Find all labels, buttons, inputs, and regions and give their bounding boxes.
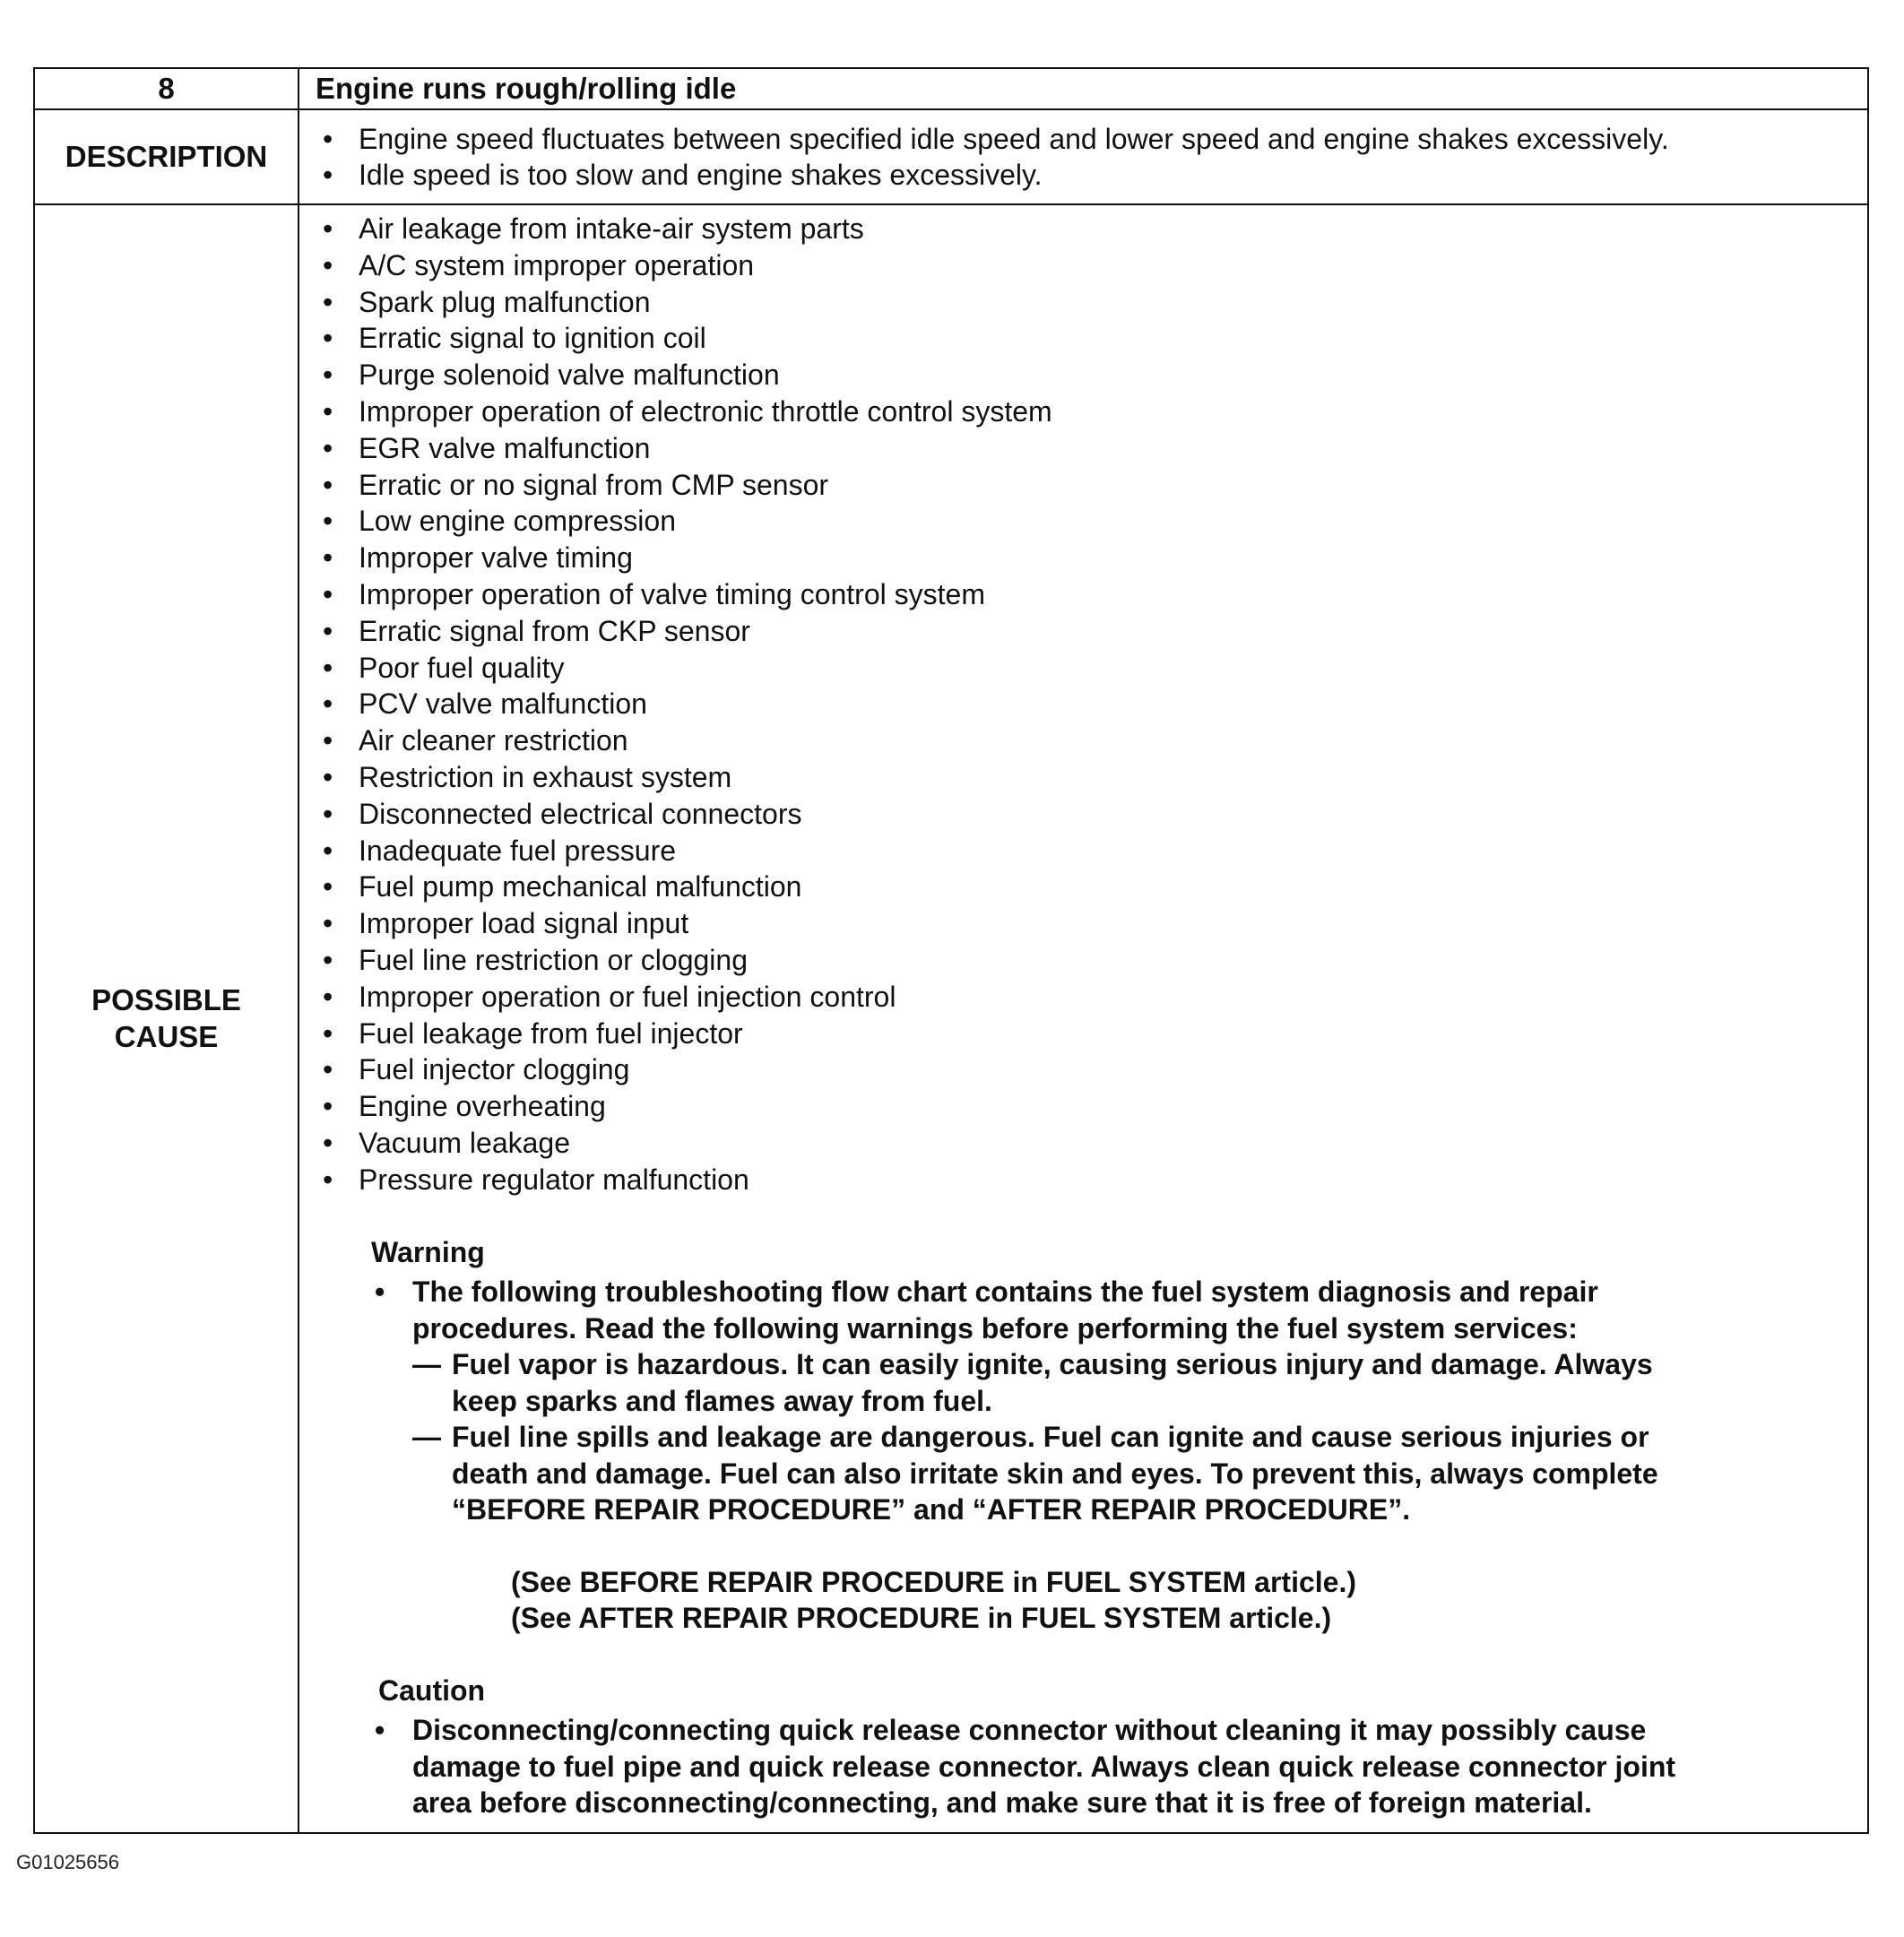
cause-item bbox=[316, 650, 1860, 687]
possible-cause-row bbox=[34, 204, 1868, 1833]
cause-item-text: Low engine compression bbox=[359, 505, 676, 538]
bullet-dot-icon: • bbox=[323, 651, 333, 684]
warning-bullet bbox=[371, 1274, 1860, 1637]
description-item bbox=[316, 157, 1860, 193]
description-list bbox=[316, 121, 1860, 193]
cause-item bbox=[316, 503, 1860, 540]
caution-text-line: damage to fuel pipe and quick release connector. Always clean quick release connector joint bbox=[412, 1750, 1676, 1783]
cause-item bbox=[316, 722, 1860, 759]
cause-item-text: Inadequate fuel pressure bbox=[359, 834, 677, 867]
warning-dash-item bbox=[412, 1346, 1860, 1419]
bullet-dot-icon: • bbox=[323, 1053, 333, 1086]
bullet-dot-icon: • bbox=[323, 248, 333, 281]
possible-cause-label-line2: CAUSE bbox=[114, 1020, 219, 1054]
cause-item bbox=[316, 284, 1860, 321]
cause-item bbox=[316, 247, 1860, 284]
possible-cause-label bbox=[34, 204, 299, 1833]
cause-item-text: Pressure regulator malfunction bbox=[359, 1163, 749, 1196]
bullet-dot-icon: • bbox=[323, 468, 333, 501]
cause-item bbox=[316, 869, 1860, 905]
cause-item bbox=[316, 686, 1860, 722]
warning-dash-line: death and damage. Fuel can also irritate skin and eyes. To prevent this, always complete bbox=[452, 1457, 1658, 1490]
cause-item bbox=[316, 905, 1860, 942]
cause-item-text: Engine overheating bbox=[359, 1090, 606, 1123]
cause-item bbox=[316, 1016, 1860, 1052]
cause-item-text: Improper operation or fuel injection control bbox=[359, 980, 896, 1013]
cause-item bbox=[316, 1051, 1860, 1088]
warning-text-line: The following troubleshooting flow chart contains the fuel system diagnosis and repair bbox=[412, 1275, 1598, 1309]
description-item bbox=[316, 121, 1860, 157]
warning-dash-line: Fuel vapor is hazardous. It can easily ignite, causing serious injury and damage. Always bbox=[452, 1348, 1653, 1381]
bullet-dot-icon: • bbox=[323, 1126, 333, 1159]
cause-item-text: Erratic signal to ignition coil bbox=[359, 322, 706, 355]
cause-item bbox=[316, 833, 1860, 869]
description-content bbox=[299, 109, 1868, 204]
description-label: DESCRIPTION bbox=[34, 109, 299, 204]
warning-block bbox=[371, 1234, 1860, 1821]
cause-item-text: EGR valve malfunction bbox=[359, 431, 651, 464]
bullet-dot-icon: • bbox=[323, 505, 333, 538]
bullet-dot-icon: • bbox=[323, 159, 333, 191]
cause-item-text: Air cleaner restriction bbox=[359, 724, 628, 757]
bullet-dot-icon: • bbox=[323, 834, 333, 867]
cause-item-text: Air leakage from intake-air system parts bbox=[359, 212, 864, 245]
bullet-dot-icon: • bbox=[323, 1016, 333, 1050]
cause-item bbox=[316, 759, 1860, 796]
dash-icon: — bbox=[412, 1348, 441, 1381]
warning-dash-item bbox=[412, 1419, 1860, 1528]
reference-block bbox=[511, 1564, 1860, 1637]
cause-item bbox=[316, 467, 1860, 504]
cause-item-text: Poor fuel quality bbox=[359, 651, 565, 684]
bullet-dot-icon: • bbox=[323, 724, 333, 757]
cause-item bbox=[316, 796, 1860, 833]
cause-item bbox=[316, 357, 1860, 393]
warning-dash-line: “BEFORE REPAIR PROCEDURE” and “AFTER REPAIR PROCEDURE”. bbox=[452, 1493, 1411, 1526]
bullet-dot-icon: • bbox=[323, 394, 333, 428]
possible-cause-label-line1: POSSIBLE bbox=[91, 983, 241, 1016]
cause-item bbox=[316, 1088, 1860, 1125]
bullet-dot-icon: • bbox=[375, 1275, 385, 1309]
warning-dash-line: keep sparks and flames away from fuel. bbox=[452, 1384, 992, 1417]
cause-item bbox=[316, 430, 1860, 467]
cause-item bbox=[316, 540, 1860, 576]
reference-after-repair: (See AFTER REPAIR PROCEDURE in FUEL SYSTEM article.) bbox=[511, 1602, 1332, 1635]
cause-item-text: Purge solenoid valve malfunction bbox=[359, 359, 780, 392]
figure-id: G01025656 bbox=[16, 1851, 119, 1873]
bullet-dot-icon: • bbox=[323, 870, 333, 904]
bullet-dot-icon: • bbox=[323, 907, 333, 940]
cause-item-text: Improper operation of valve timing control system bbox=[359, 577, 985, 610]
cause-item bbox=[316, 942, 1860, 979]
procedure-title: Engine runs rough/rolling idle bbox=[299, 68, 1868, 109]
cause-item-text: Disconnected electrical connectors bbox=[359, 797, 802, 830]
cause-item-text: Fuel injector clogging bbox=[359, 1053, 630, 1086]
cause-item bbox=[316, 320, 1860, 357]
bullet-dot-icon: • bbox=[323, 760, 333, 793]
warning-dash-line: Fuel line spills and leakage are dangerous. Fuel can ignite and cause serious injuries or bbox=[452, 1421, 1649, 1454]
dash-icon: — bbox=[412, 1421, 441, 1454]
bullet-dot-icon: • bbox=[323, 980, 333, 1013]
bullet-dot-icon: • bbox=[323, 797, 333, 830]
cause-item-text: PCV valve malfunction bbox=[359, 687, 647, 721]
bullet-dot-icon: • bbox=[323, 359, 333, 392]
bullet-dot-icon: • bbox=[323, 614, 333, 647]
cause-item bbox=[316, 576, 1860, 613]
description-row bbox=[34, 109, 1868, 204]
bullet-dot-icon: • bbox=[375, 1714, 385, 1747]
cause-item bbox=[316, 613, 1860, 650]
caution-bullet bbox=[371, 1712, 1860, 1821]
possible-cause-content bbox=[299, 204, 1868, 1833]
bullet-dot-icon: • bbox=[323, 1163, 333, 1196]
bullet-dot-icon: • bbox=[323, 577, 333, 610]
bullet-dot-icon: • bbox=[323, 212, 333, 245]
table-header-row bbox=[34, 68, 1868, 109]
caution-title: Caution bbox=[378, 1673, 486, 1707]
cause-item-text: Improper operation of electronic throttle control system bbox=[359, 394, 1052, 428]
diagnostic-table bbox=[33, 67, 1869, 1834]
cause-item bbox=[316, 979, 1860, 1016]
cause-item bbox=[316, 1125, 1860, 1162]
caution-text-line: Disconnecting/connecting quick release connector without cleaning it may possibly cause bbox=[412, 1714, 1647, 1747]
cause-item-text: Fuel pump mechanical malfunction bbox=[359, 870, 802, 904]
cause-item bbox=[316, 1162, 1860, 1198]
bullet-dot-icon: • bbox=[323, 541, 333, 575]
cause-list bbox=[316, 211, 1860, 1198]
caution-text-line: area before disconnecting/connecting, and make sure that it is free of foreign material. bbox=[412, 1786, 1592, 1820]
description-item-text: Engine speed fluctuates between specified idle speed and lower speed and engine shakes excessively. bbox=[359, 123, 1669, 155]
cause-item-text: Spark plug malfunction bbox=[359, 285, 651, 318]
cause-item-text: Fuel leakage from fuel injector bbox=[359, 1016, 743, 1050]
cause-item-text: Erratic or no signal from CMP sensor bbox=[359, 468, 829, 501]
cause-item-text: A/C system improper operation bbox=[359, 248, 755, 281]
reference-before-repair: (See BEFORE REPAIR PROCEDURE in FUEL SYSTEM article.) bbox=[511, 1565, 1356, 1598]
cause-item-text: Fuel line restriction or clogging bbox=[359, 943, 748, 976]
bullet-dot-icon: • bbox=[323, 687, 333, 721]
bullet-dot-icon: • bbox=[323, 431, 333, 464]
description-item-text: Idle speed is too slow and engine shakes excessively. bbox=[359, 159, 1043, 191]
cause-item-text: Improper load signal input bbox=[359, 907, 689, 940]
cause-item-text: Vacuum leakage bbox=[359, 1126, 570, 1159]
bullet-dot-icon: • bbox=[323, 285, 333, 318]
bullet-dot-icon: • bbox=[323, 1090, 333, 1123]
bullet-dot-icon: • bbox=[323, 943, 333, 976]
cause-item bbox=[316, 393, 1860, 430]
caution-block bbox=[371, 1673, 1860, 1821]
bullet-dot-icon: • bbox=[323, 123, 333, 155]
procedure-number: 8 bbox=[34, 68, 299, 109]
cause-item bbox=[316, 211, 1860, 247]
cause-item-text: Improper valve timing bbox=[359, 541, 633, 575]
cause-item-text: Restriction in exhaust system bbox=[359, 760, 732, 793]
bullet-dot-icon: • bbox=[323, 322, 333, 355]
warning-text-line: procedures. Read the following warnings before performing the fuel system services: bbox=[412, 1311, 1578, 1345]
warning-title: Warning bbox=[371, 1235, 485, 1268]
cause-item-text: Erratic signal from CKP sensor bbox=[359, 614, 750, 647]
